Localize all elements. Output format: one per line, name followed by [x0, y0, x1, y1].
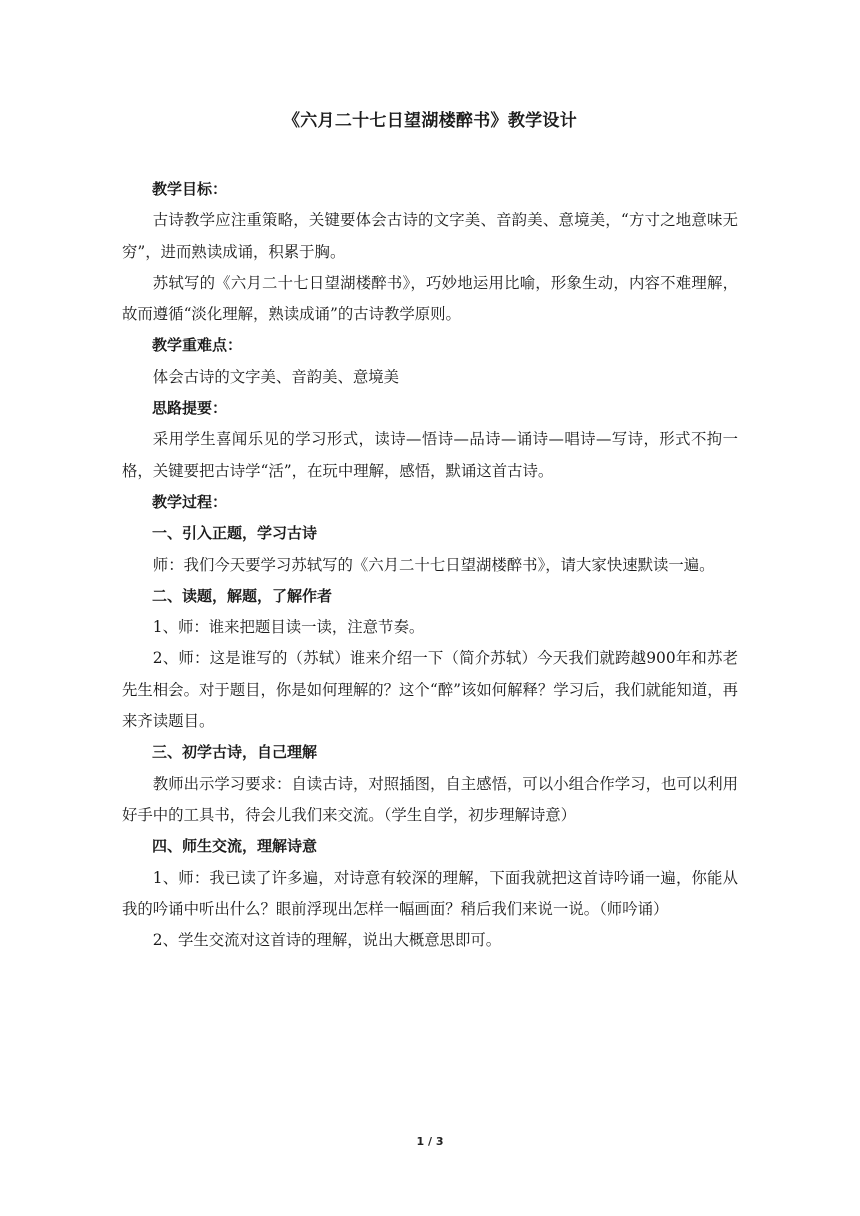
page-number: 1 / 3	[416, 1135, 444, 1148]
section-heading: 二、读题，解题，了解作者	[152, 586, 333, 605]
section-heading: 教学重难点：	[152, 336, 243, 355]
document-title: 《六月二十七日望湖楼醉书》教学设计	[282, 111, 578, 131]
section-heading: 四、师生交流，理解诗意	[152, 837, 318, 856]
section-heading: 一、引入正题，学习古诗	[152, 524, 318, 543]
section-heading: 教学目标：	[152, 180, 228, 198]
paragraph: 教师出示学习要求：自读古诗，对照插图，自主感悟，可以小组合作学习，也可以利用好手中的工具书，待会儿我们来交流。（学生自学，初步理解诗意）	[122, 774, 738, 824]
paragraph: 体会古诗的文字美、音韵美、意境美	[152, 367, 400, 386]
document-body	[122, 174, 738, 956]
paragraph: 2、学生交流对这首诗的理解，说出大概意思即可。	[152, 931, 502, 950]
paragraph: 师：我们今天要学习苏轼写的《六月二十七日望湖楼醉书》，请大家快速默读一遍。	[152, 555, 715, 574]
paragraph: 古诗教学应注重策略，关键要体会古诗的文字美、音韵美、意境美，“方寸之地意味无穷”，进而熟读成诵，积累于胸。	[122, 211, 738, 261]
paragraph: 采用学生喜闻乐见的学习形式，读诗—悟诗—品诗—诵诗—唱诗—写诗，形式不拘一格，关键要把古诗学“活”，在玩中理解，感悟，默诵这首古诗。	[122, 430, 738, 480]
section-heading: 思路提要：	[152, 399, 228, 418]
paragraph: 1、师：我已读了许多遍，对诗意有较深的理解，下面我就把这首诗吟诵一遍，你能从我的吟诵中听出什么？眼前浮现出怎样一幅画面？稍后我们来说一说。（师吟诵）	[122, 868, 738, 918]
paragraph: 2、师：这是谁写的（苏轼）谁来介绍一下（简介苏轼）今天我们就跨越900年和苏老先生相会。对于题目，你是如何理解的？这个“醉”该如何解释？学习后，我们就能知道，再来齐读题目。	[122, 649, 738, 731]
paragraph: 1、师：谁来把题目读一读，注意节奏。	[152, 618, 425, 637]
paragraph: 苏轼写的《六月二十七日望湖楼醉书》，巧妙地运用比喻，形象生动，内容不难理解，故而遵循“淡化理解，熟读成诵”的古诗教学原则。	[122, 273, 738, 324]
section-heading: 教学过程：	[152, 492, 228, 511]
section-heading: 三、初学古诗，自己理解	[152, 743, 318, 762]
